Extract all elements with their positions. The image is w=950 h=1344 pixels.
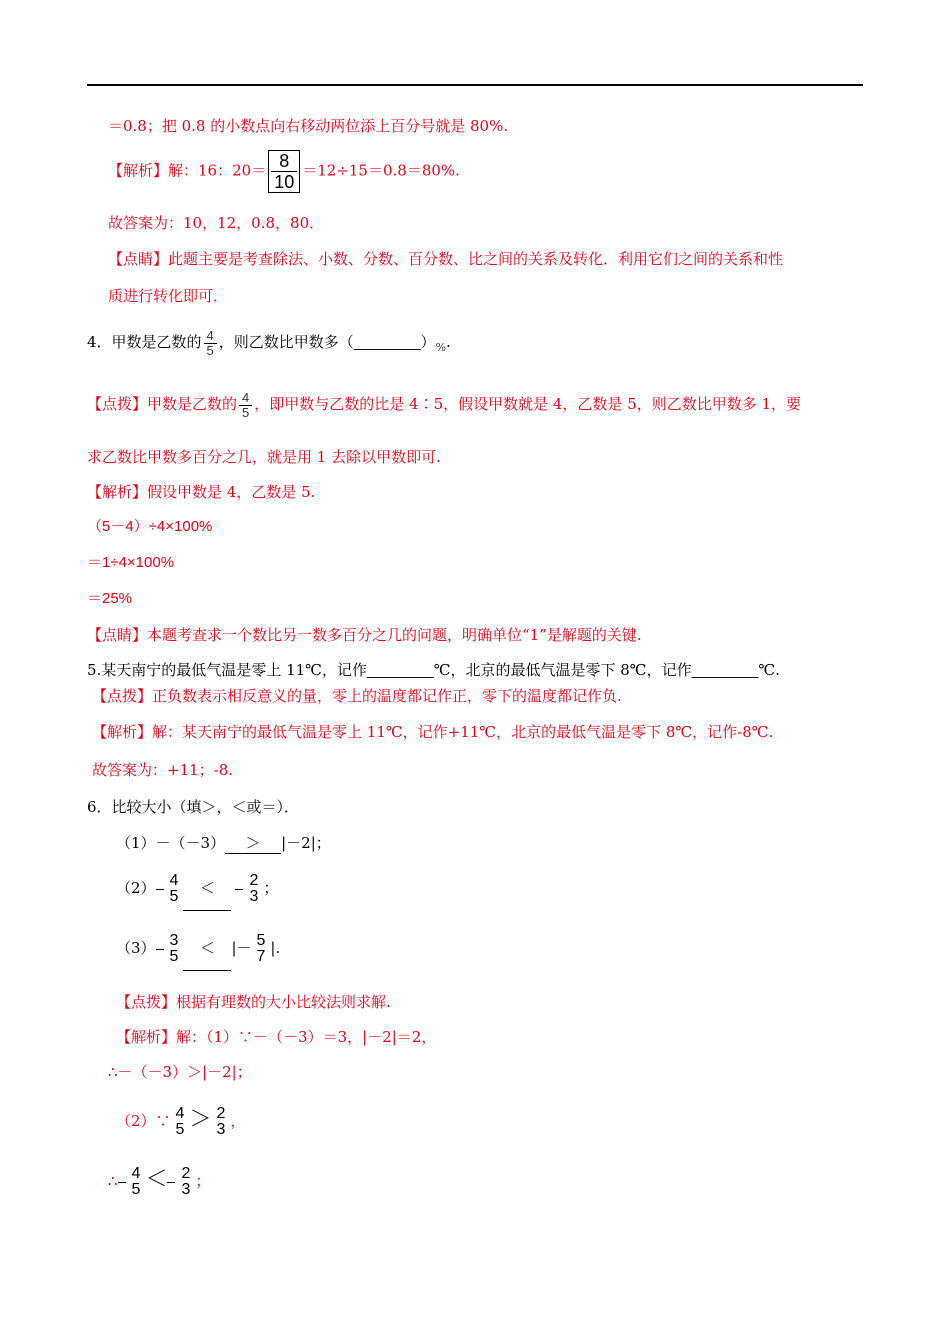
minus-sign — [167, 1182, 175, 1183]
compare-sign: ＜ — [145, 1167, 168, 1192]
fraction-denominator: 5 — [175, 1121, 185, 1138]
step-2-post: ， — [230, 1112, 246, 1130]
fraction-numerator: 4 — [131, 1165, 141, 1182]
hint-text-post: ，即甲数与乙数的比是 4∶5，假设甲数就是 4，乙数是 5，则乙数比甲数多 1，要 — [254, 395, 802, 413]
question-6-part-1 — [116, 833, 331, 854]
answer-q5: 故答案为：+11；-8. — [92, 761, 234, 779]
note-text: 本题考查求一个数比另一数多百分之几的问题，明确单位“1”是解题的关键. — [147, 626, 642, 644]
analysis-text-post: ＝12÷15＝0.8＝80%. — [302, 161, 460, 180]
step-3-q4: ＝25% — [87, 590, 133, 607]
question-6-part-3 — [116, 926, 280, 971]
answer-blank-2: ________ — [691, 662, 759, 679]
question-5 — [87, 660, 780, 681]
minus-sign — [156, 889, 164, 890]
analysis-tag: 【解析】 — [92, 723, 153, 741]
fraction — [173, 1106, 188, 1138]
fraction-denominator: 3 — [181, 1181, 191, 1198]
question-4-post: ） — [420, 333, 436, 351]
minus-sign — [118, 1182, 126, 1183]
question-4-pre: 4．甲数是乙数的 — [87, 333, 202, 351]
analysis-q6-step-1: ∴－（－3）＞|－2|； — [108, 1063, 252, 1081]
negative-fraction — [156, 932, 184, 965]
question-4-mid: ，则乙数比甲数多（ — [218, 333, 354, 351]
step-3-pre: ∴ — [108, 1172, 118, 1190]
analysis-tag: 【解析】 — [108, 161, 169, 180]
question-4 — [87, 322, 451, 368]
fraction — [178, 1166, 193, 1198]
fraction-numerator: 4 — [169, 872, 179, 889]
note-q4 — [87, 625, 642, 645]
note-line-q3 — [108, 249, 783, 269]
fraction — [129, 1166, 144, 1198]
fraction — [167, 933, 182, 965]
fraction — [246, 873, 261, 905]
analysis-text: 解：某天南宁的最低气温是零上 11℃，记作+11℃，北京的最低气温是零下 8℃，记作-8℃. — [152, 723, 774, 741]
analysis-q6-step-2 — [116, 1098, 245, 1143]
step-2-q4: ＝1÷4×100% — [87, 554, 175, 571]
hint-text: 正负数表示相反意义的量，零上的温度都记作正，零下的温度都记作负. — [152, 687, 622, 705]
analysis-q6-step-3 — [108, 1158, 210, 1203]
analysis-text: 假设甲数是 4，乙数是 5. — [147, 483, 316, 501]
fraction-numerator: 3 — [169, 932, 179, 949]
analysis-text: 解：（1）∵－（－3）＝3，|－2|＝2， — [176, 1028, 437, 1046]
hint-q5 — [92, 686, 622, 706]
step-3-post: ； — [195, 1172, 211, 1190]
analysis-text-pre: 解：16：20＝ — [168, 161, 267, 180]
fraction-4-5 — [204, 329, 217, 358]
part-3-answer: ＜ — [183, 926, 231, 971]
compare-sign: ＞ — [189, 1107, 212, 1132]
analysis-tag: 【解析】 — [116, 1028, 177, 1046]
question-5-post: ℃. — [758, 661, 780, 679]
part-3-post: |. — [270, 939, 281, 957]
fraction-numerator: 2 — [216, 1105, 226, 1122]
negative-fraction — [167, 1165, 195, 1198]
fraction-denominator: 5 — [204, 343, 217, 358]
negative-fraction — [235, 872, 263, 905]
fraction-numerator: 4 — [242, 389, 250, 405]
fraction-numerator: 5 — [256, 932, 266, 949]
fraction-denominator: 5 — [131, 1181, 141, 1198]
part-3-mid: |－ — [231, 939, 252, 957]
hint-tag: 【点拨】 — [92, 687, 153, 705]
fraction-denominator: 3 — [249, 888, 259, 905]
step-1-q4: （5－4）÷4×100% — [87, 518, 213, 535]
question-5-mid: ℃，北京的最低气温是零下 8℃，记作 — [433, 661, 692, 679]
hint-tag: 【点拨】 — [116, 993, 177, 1011]
question-6: 6．比较大小（填＞，＜或＝）． — [87, 798, 300, 816]
minus-sign — [235, 889, 243, 890]
fraction-numerator: 4 — [175, 1105, 185, 1122]
part-3-pre: （3） — [116, 939, 156, 957]
part-1-post: |－2|； — [281, 834, 331, 852]
fraction-denominator: 7 — [256, 948, 266, 965]
fraction — [167, 873, 182, 905]
answer-blank-1: ________ — [366, 662, 434, 679]
analysis-tag: 【解析】 — [87, 483, 148, 501]
step-2-pre: （2）∵ — [116, 1112, 171, 1130]
solution-line-1: ＝0.8；把 0.8 的小数点向右移动两位添上百分号就是 80%. — [108, 117, 509, 135]
fraction-denominator: 3 — [216, 1121, 226, 1138]
part-2-post: ； — [263, 879, 279, 897]
fraction-numerator: 2 — [181, 1165, 191, 1182]
hint-tag: 【点拨】 — [87, 395, 148, 413]
hint-q6 — [116, 992, 391, 1012]
fraction-numerator: 2 — [249, 872, 259, 889]
fraction-denominator: 5 — [239, 405, 252, 420]
question-4-end: . — [446, 333, 451, 351]
percent-sign: % — [435, 341, 447, 354]
note-line-q3-cont: 质进行转化即可． — [108, 287, 229, 305]
question-5-pre: 5.某天南宁的最低气温是零上 11℃，记作 — [87, 661, 367, 679]
fraction-numerator: 8 — [279, 151, 290, 171]
fraction — [254, 933, 269, 965]
part-2-pre: （2） — [116, 879, 156, 897]
fraction-denominator: 10 — [271, 171, 297, 192]
fraction-4-5 — [239, 391, 252, 420]
note-text: 此题主要是考查除法、小数、分数、百分数、比之间的关系及转化．利用它们之间的关系和性 — [168, 250, 784, 268]
fraction-denominator: 5 — [169, 948, 179, 965]
part-2-answer: ＜ — [183, 866, 231, 911]
hint-q4 — [87, 384, 801, 424]
answer-line-q3: 故答案为：10，12，0.8，80． — [108, 214, 325, 232]
fraction-denominator: 5 — [169, 888, 179, 905]
negative-fraction — [156, 872, 184, 905]
hint-text-pre: 甲数是乙数的 — [147, 395, 238, 413]
fraction — [213, 1106, 228, 1138]
boxed-fraction — [268, 150, 300, 193]
analysis-q6 — [116, 1027, 436, 1047]
note-tag: 【点睛】 — [87, 626, 148, 644]
note-tag: 【点睛】 — [108, 250, 169, 268]
question-6-part-2 — [116, 866, 278, 911]
part-1-answer: ＞ — [225, 833, 281, 854]
answer-blank: ________ — [353, 334, 421, 351]
hint-q4-cont: 求乙数比甲数多百分之几，就是用 1 去除以甲数即可. — [87, 448, 441, 466]
negative-fraction — [118, 1165, 146, 1198]
analysis-q4 — [87, 482, 315, 502]
header-rule — [87, 84, 863, 86]
hint-text: 根据有理数的大小比较法则求解. — [176, 993, 391, 1011]
part-1-pre: （1）－（－3） — [116, 834, 226, 852]
analysis-q5 — [92, 722, 773, 742]
minus-sign — [156, 949, 164, 950]
fraction-numerator: 4 — [206, 327, 214, 343]
analysis-line-q3 — [108, 150, 460, 193]
